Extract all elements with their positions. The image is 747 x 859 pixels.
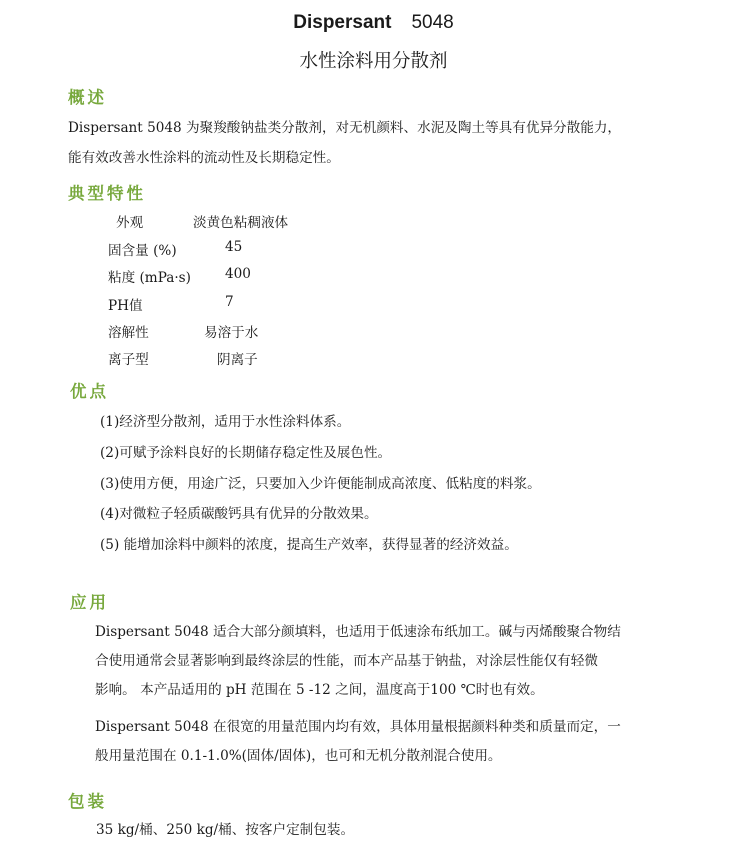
prop-label-solids: 固含量 (%): [108, 243, 177, 259]
prop-value-appearance: 淡黄色粘稠液体: [193, 215, 289, 231]
prop-value-ph: 7: [225, 294, 234, 310]
properties-heading: 典型特性: [68, 184, 146, 203]
application-p2-line-2: 般用量范围在 0.1-1.0%(固体/固体)，也可和无机分散剂混合使用。: [95, 748, 502, 764]
product-subtitle: 水性涂料用分散剂: [299, 51, 448, 72]
application-p2-line-1: Dispersant 5048 在很宽的用量范围内均有效，具体用量根据颜料种类和质量而定，一: [95, 719, 621, 735]
product-title: [0, 12, 747, 34]
advantage-item-3: (3)使用方便，用途广泛，只要加入少许便能制成高浓度、低粘度的料浆。: [100, 476, 541, 492]
overview-line-2: 能有效改善水性涂料的流动性及长期稳定性。: [68, 150, 340, 166]
prop-value-solubility: 易溶于水: [204, 325, 259, 341]
advantage-item-2: (2)可赋予涂料良好的长期储存稳定性及展色性。: [100, 445, 392, 461]
prop-label-appearance: 外观: [116, 215, 144, 231]
prop-value-solids: 45: [225, 239, 243, 255]
overview-heading: 概述: [68, 88, 107, 107]
application-p1-line-1: Dispersant 5048 适合大部分颜填料，也适用于低速涂布纸加工。碱与丙烯酸聚合物结: [95, 624, 621, 640]
prop-value-viscosity: 400: [225, 266, 251, 282]
prop-value-ionic: 阴离子: [217, 352, 258, 368]
overview-line-1: Dispersant 5048 为聚羧酸钠盐类分散剂，对无机颜料、水泥及陶土等具有优异分散能力，: [68, 120, 622, 136]
prop-label-ph: PH值: [108, 298, 143, 314]
prop-label-ionic: 离子型: [108, 352, 149, 368]
prop-label-solubility: 溶解性: [108, 325, 149, 341]
packaging-heading: 包装: [68, 792, 107, 811]
packaging-text: 35 kg/桶、250 kg/桶、按客户定制包装。: [96, 822, 355, 838]
application-heading: 应用: [70, 593, 109, 612]
product-number: 5048: [411, 12, 454, 33]
advantage-item-4: (4)对微粒子轻质碳酸钙具有优异的分散效果。: [100, 506, 378, 522]
product-name: Dispersant: [293, 12, 392, 33]
application-p1-line-2: 合使用通常会显著影响到最终涂层的性能，而本产品基于钠盐，对涂层性能仅有轻微: [95, 653, 598, 669]
application-p1-line-3: 影响。 本产品适用的 pH 范围在 5 -12 之间，温度高于100 ℃时也有效。: [95, 682, 544, 698]
advantage-item-1: (1)经济型分散剂，适用于水性涂料体系。: [100, 414, 351, 430]
advantages-heading: 优点: [70, 382, 109, 401]
prop-label-viscosity: 粘度 (mPa·s): [108, 270, 191, 286]
advantage-item-5: (5) 能增加涂料中颜料的浓度，提高生产效率，获得显著的经济效益。: [100, 537, 518, 553]
